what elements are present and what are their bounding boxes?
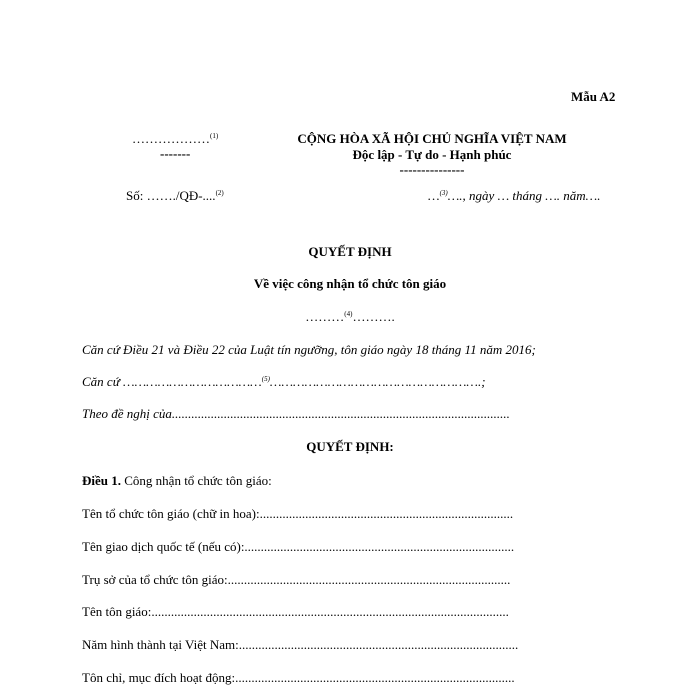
legal-basis-2 [82, 374, 486, 390]
legal-basis-2-dots: ……………………………………………….; [269, 374, 486, 389]
article-1-label: Điều 1. [82, 473, 121, 488]
field-religion-name: Tên tôn giáo:.............................................................................................................. [82, 604, 509, 619]
authority-right-dots: ………. [352, 309, 395, 324]
date-text: …., ngày … tháng …. năm…. [447, 188, 601, 203]
footnote-ref-1: (1) [210, 132, 219, 140]
agency-blank-dots: ……………… [132, 131, 210, 146]
field-year-established: Năm hình thành tại Việt Nam:...................................................................................... [82, 637, 519, 652]
form-code: Mẫu A2 [571, 89, 616, 104]
motto-divider: --------------- [399, 162, 465, 177]
agency-name-blank [132, 131, 218, 147]
document-title: QUYẾT ĐỊNH [308, 244, 392, 259]
agency-divider: ------- [160, 146, 191, 161]
footnote-ref-5: (5) [261, 375, 270, 383]
legal-basis-1: Căn cứ Điều 21 và Điều 22 của Luật tín ngưỡng, tôn giáo ngày 18 tháng 11 năm 2016; [82, 342, 536, 357]
footnote-ref-4: (4) [344, 310, 353, 318]
field-tenets-purpose: Tôn chỉ, mục đích hoạt động:...................................................................................... [82, 670, 515, 685]
legal-basis-2-text: Căn cứ ……………………………… [82, 374, 262, 389]
footnote-ref-3: (3) [439, 189, 448, 197]
article-1 [82, 473, 272, 489]
issuing-authority [0, 309, 700, 325]
place-blank: … [428, 188, 440, 203]
document-subtitle: Về việc công nhận tổ chức tôn giáo [253, 276, 447, 291]
article-1-text: Công nhận tổ chức tôn giáo: [121, 473, 272, 488]
footnote-ref-2: (2) [215, 189, 224, 197]
field-headquarters: Trụ sở của tổ chức tôn giáo:....................................................................................... [82, 572, 511, 587]
proposal-line: Theo đề nghị của........................................................................................................ [82, 406, 510, 421]
decision-number-text: Số: ……./QĐ-.... [126, 188, 216, 203]
national-motto: Độc lập - Tự do - Hạnh phúc [352, 147, 512, 162]
authority-left-dots: ……… [305, 309, 345, 324]
country-name: CỘNG HÒA XÃ HỘI CHỦ NGHĨA VIỆT NAM [297, 131, 567, 146]
field-international-name: Tên giao dịch quốc tế (nếu có):................................................................................... [82, 539, 515, 554]
decision-number [126, 188, 224, 204]
field-religious-org-name: Tên tổ chức tôn giáo (chữ in hoa):.............................................................................. [82, 506, 514, 521]
place-date [428, 188, 601, 204]
decision-heading: QUYẾT ĐỊNH: [306, 439, 394, 454]
